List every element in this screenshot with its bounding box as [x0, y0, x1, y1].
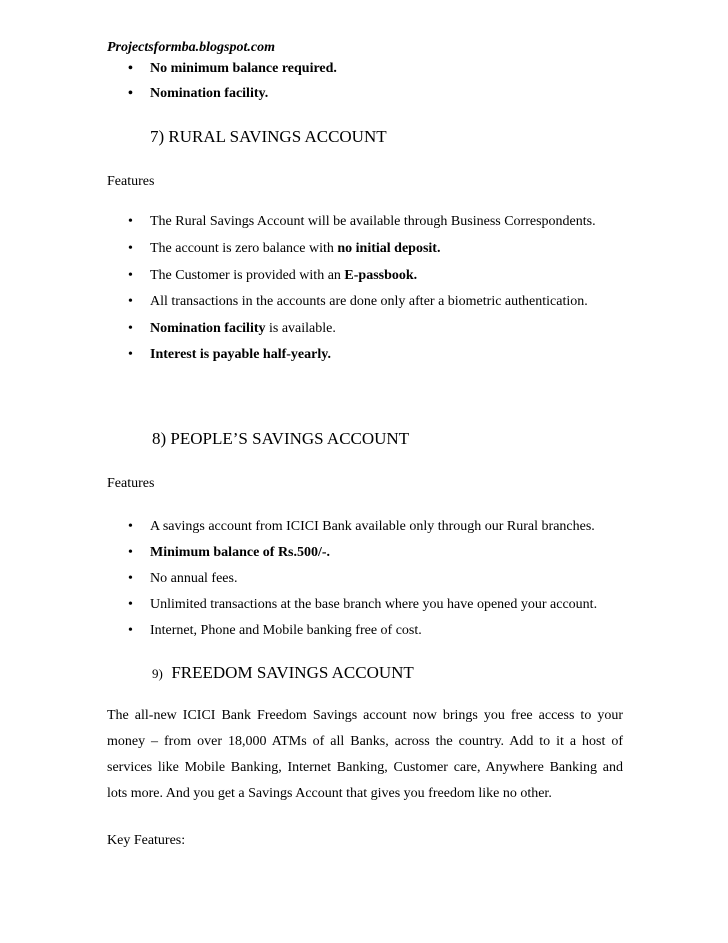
key-features-label: Key Features:	[107, 833, 186, 848]
list-item-text: The Rural Savings Account will be available through Business Correspondents.	[150, 214, 596, 229]
list-item	[128, 267, 418, 284]
bullet-icon: •	[128, 597, 133, 612]
list-item	[128, 518, 595, 535]
list-item-bold: Nomination facility	[150, 321, 266, 336]
heading-number: 9)	[152, 666, 163, 681]
list-item-text: is available.	[265, 321, 336, 336]
list-item-bold: no initial deposit.	[337, 241, 441, 256]
list-item-text: No minimum balance required.	[150, 61, 337, 76]
heading-title: RURAL SAVINGS ACCOUNT	[168, 127, 387, 146]
features-label: Features	[107, 174, 155, 189]
bullet-icon: •	[128, 571, 133, 586]
list-item-text: A savings account from ICICI Bank available only through our Rural branches.	[150, 519, 595, 534]
bullet-icon: •	[128, 268, 133, 283]
list-item-text: No annual fees.	[150, 571, 238, 586]
heading-title: PEOPLE’S SAVINGS ACCOUNT	[170, 429, 410, 448]
list-item-text: Internet, Phone and Mobile banking free of cost.	[150, 623, 422, 638]
heading-number: 8)	[152, 429, 167, 448]
list-item	[128, 240, 441, 257]
bullet-icon: •	[128, 623, 133, 638]
bullet-icon: •	[128, 519, 133, 534]
bullet-icon: •	[128, 294, 133, 309]
bullet-icon: •	[128, 61, 133, 76]
list-item-text: The Customer is provided with an	[150, 268, 345, 283]
bullet-icon: •	[128, 545, 133, 560]
list-item	[128, 570, 238, 587]
section-heading-peoples	[152, 429, 409, 449]
list-item	[128, 320, 336, 337]
site-header: Projectsformba.blogspot.com	[107, 40, 275, 55]
bullet-icon: •	[128, 86, 133, 101]
list-item	[128, 346, 331, 363]
heading-number: 7)	[150, 127, 165, 146]
freedom-paragraph: The all-new ICICI Bank Freedom Savings account now brings you free access to your money – from over 18,000 ATMs of all Banks, across the country. Add to it a host of services like Mobile Banking, Internet Banking, Customer care, Anywhere Banking and lots more. And you get a Savings Account that gives you freedom like no other.	[107, 708, 623, 801]
list-item	[128, 293, 588, 310]
list-item-bold: Minimum balance of Rs.500/-.	[150, 545, 331, 560]
bullet-icon: •	[128, 321, 133, 336]
list-item-text: Nomination facility.	[150, 86, 269, 101]
list-item-text: The account is zero balance with	[150, 241, 338, 256]
bullet-icon: •	[128, 347, 133, 362]
list-item-bold: E-passbook.	[344, 268, 418, 283]
list-item-text: Unlimited transactions at the base branch where you have opened your account.	[150, 597, 598, 612]
list-item	[128, 544, 331, 561]
heading-title: FREEDOM SAVINGS ACCOUNT	[171, 663, 414, 682]
list-item	[128, 60, 337, 77]
list-item	[128, 213, 596, 230]
bullet-icon: •	[128, 241, 133, 256]
list-item	[128, 622, 422, 639]
list-item-text: All transactions in the accounts are done only after a biometric authentication.	[150, 294, 588, 309]
bullet-icon: •	[128, 214, 133, 229]
list-item	[128, 85, 269, 102]
list-item	[128, 596, 598, 613]
section-heading-freedom	[152, 663, 414, 684]
features-label: Features	[107, 476, 155, 491]
section-heading-rural	[150, 127, 387, 147]
list-item-bold: Interest is payable half-yearly.	[150, 347, 331, 362]
